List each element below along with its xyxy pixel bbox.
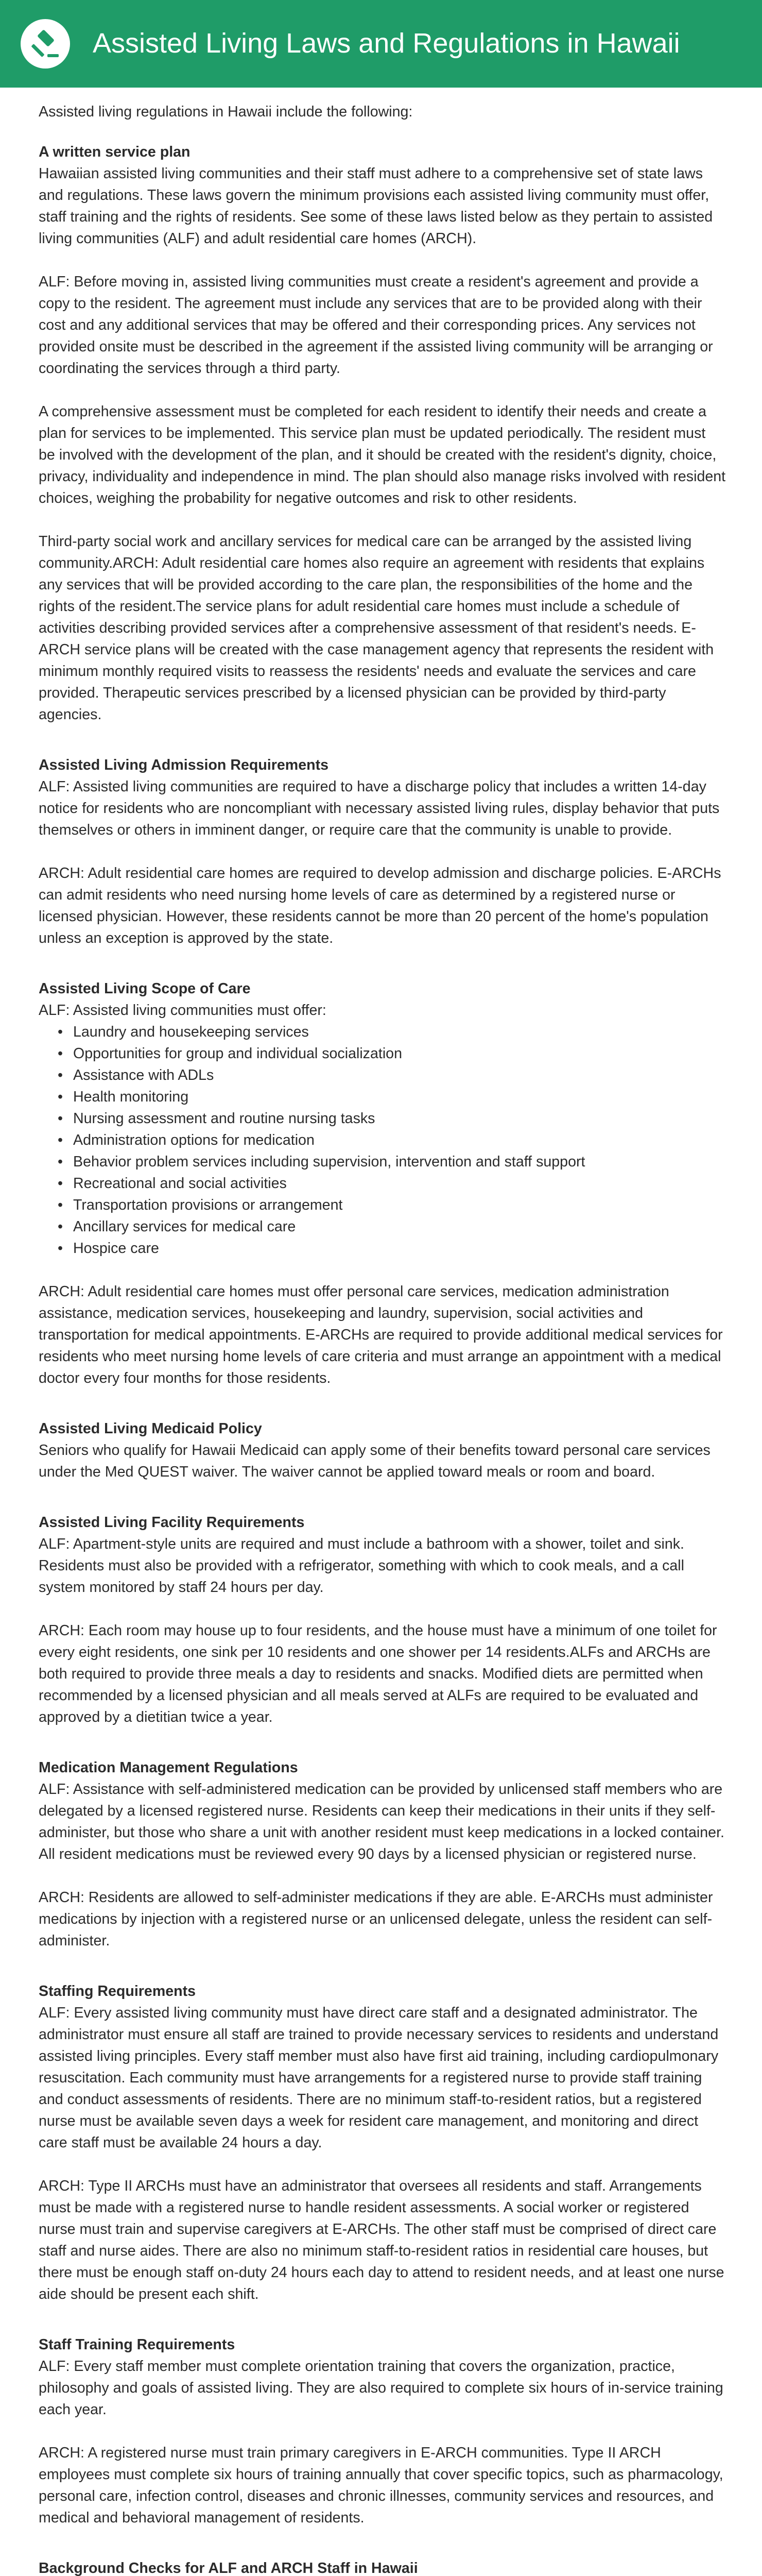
paragraph: ALF: Every staff member must complete orientation training that covers the organization, practice, philosophy and goals of assisted living. They are also required to complete six hours of in-service training each year.	[39, 2358, 723, 2418]
list-item: • Administration options for medication	[73, 1129, 726, 1151]
section-title: Staffing Requirements	[39, 1983, 196, 1999]
list-item: • Opportunities for group and individual socialization	[73, 1043, 726, 1064]
paragraph: ARCH: A registered nurse must train primary caregivers in E-ARCH communities. Type II ARCH employees must complete six hours of training annually that cover specific topics, such as pharmacology, personal care, infection control, diseases and chronic illnesses, community services and resources, and medical and behavioral management of residents.	[39, 2445, 723, 2526]
article-body	[0, 88, 762, 2576]
gavel-icon	[21, 19, 70, 69]
section-title: Assisted Living Facility Requirements	[39, 1514, 305, 1531]
paragraph: ALF: Apartment-style units are required and must include a bathroom with a shower, toilet and sink. Residents must also be provided with a refrigerator, something with which to cook meals, and a call system monitored by staff 24 hours per day.	[39, 1536, 685, 1596]
list-item: • Assistance with ADLs	[73, 1064, 726, 1086]
paragraph: ALF: Assisted living communities are required to have a discharge policy that includes a written 14-day notice for residents who are noncompliant with necessary assisted living rules, display behavior that puts themselves or others in imminent danger, or require care that the community is unable to provide.	[39, 778, 720, 838]
section-title: Assisted Living Admission Requirements	[39, 757, 328, 773]
paragraph: ALF: Assistance with self-administered medication can be provided by unlicensed staff members who are delegated by a licensed registered nurse. Residents can keep their medications in their units if they self-administer, but those who share a unit with another resident must keep medications in a locked container. All resident medications must be reviewed every 90 days by a licensed physician or registered nurse.	[39, 1781, 724, 1862]
services-list	[39, 1021, 726, 1259]
list-item: • Behavior problem services including supervision, intervention and staff support	[73, 1151, 726, 1173]
page-title: Assisted Living Laws and Regulations in Hawaii	[93, 28, 680, 59]
section-title: Assisted Living Scope of Care	[39, 980, 251, 997]
list-item: • Health monitoring	[73, 1086, 726, 1108]
paragraph: A comprehensive assessment must be completed for each resident to identify their needs and create a plan for services to be implemented. This service plan must be updated periodically. The resident must be involved with the development of the plan, and it should be created with the resident's dignity, choice, privacy, individuality and independence in mind. The plan should also manage risks involved with resident choices, weighing the probability for negative outcomes and risk to other residents.	[39, 403, 726, 506]
paragraph: ARCH: Residents are allowed to self-administer medications if they are able. E-ARCHs must administer medications by injection with a registered nurse or an unlicensed delegate, unless the resident can self-administer.	[39, 1889, 713, 1949]
paragraph: ARCH: Type II ARCHs must have an administrator that oversees all residents and staff. Arrangements must be made with a registered nurse to handle resident assessments. A social worker or registered nurse must train and supervise caregivers at E-ARCHs. The other staff must be comprised of direct care staff and nurse aides. There are also no minimum staff-to-resident ratios in residential care houses, but there must be enough staff on-duty 24 hours each day to attend to resident needs, and at least one nurse aide should be present each shift.	[39, 2178, 724, 2302]
paragraph: ARCH: Adult residential care homes are required to develop admission and discharge policies. E-ARCHs can admit residents who need nursing home levels of care as determined by a registered nurse or licensed physician. However, these residents cannot be more than 20 percent of the home's population unless an exception is approved by the state.	[39, 865, 721, 946]
list-item: • Recreational and social activities	[73, 1173, 726, 1194]
section-scope-of-care	[39, 978, 726, 1389]
section-title: Assisted Living Medicaid Policy	[39, 1420, 262, 1437]
paragraph: ALF: Every assisted living community must have direct care staff and a designated administrator. The administrator must ensure all staff are trained to provide necessary services to residents and understand assisted living principles. Every staff member must also have first aid training, including cardiopulmonary resuscitation. Each community must have arrangements for a registered nurse to provide staff training and conduct assessments of residents. There are no minimum staff-to-resident ratios, but a registered nurse must be available seven days a week for resident care management, and monitoring and direct care staff must be available 24 hours a day.	[39, 2005, 719, 2151]
paragraph: Seniors who qualify for Hawaii Medicaid can apply some of their benefits toward personal care services under the Med QUEST waiver. The waiver cannot be applied toward meals or room and board.	[39, 1442, 711, 1480]
paragraph: ARCH: Adult residential care homes must offer personal care services, medication administration assistance, medication services, housekeeping and laundry, supervision, social activities and transportation for medical appointments. E-ARCHs are required to provide additional medical services for residents who meet nursing home levels of care criteria and must arrange an appointment with a medical doctor every four months for those residents.	[39, 1283, 723, 1386]
paragraph: Third-party social work and ancillary services for medical care can be arranged by the assisted living community.ARCH: Adult residential care homes also require an agreement with residents that explains any services that will be provided according to the care plan, the responsibilities of the home and the rights of the resident.The service plans for adult residential care homes must include a schedule of activities describing provided services after a comprehensive assessment of that resident's needs. E-ARCH service plans will be created with the case management agency that represents the resident with minimum monthly required visits to reassess the residents' needs and evaluate the services and care provided. Therapeutic services prescribed by a licensed physician can be provided by third-party agencies.	[39, 533, 714, 723]
section-title: Staff Training Requirements	[39, 2336, 235, 2353]
list-item: • Ancillary services for medical care	[73, 1216, 726, 1238]
section-service-plan	[39, 141, 726, 725]
section-staffing	[39, 1980, 726, 2305]
section-training	[39, 2334, 726, 2529]
spacer	[39, 1259, 726, 1281]
paragraph: Hawaiian assisted living communities and their staff must adhere to a comprehensive set of state laws and regulations. These laws govern the minimum provisions each assisted living community must offer, staff training and the rights of residents. See some of these laws listed below as they pertain to assisted living communities (ALF) and adult residential care homes (ARCH).	[39, 165, 713, 247]
list-lead: ALF: Assisted living communities must offer:	[39, 1002, 326, 1019]
section-title: Background Checks for ALF and ARCH Staff in Hawaii	[39, 2560, 418, 2576]
list-item: • Nursing assessment and routine nursing tasks	[73, 1108, 726, 1129]
section-facility	[39, 1512, 726, 1728]
list-item: • Laundry and housekeeping services	[73, 1021, 726, 1043]
list-item: • Transportation provisions or arrangement	[73, 1194, 726, 1216]
section-title: Medication Management Regulations	[39, 1759, 298, 1776]
section-title: A written service plan	[39, 144, 190, 160]
intro-text: Assisted living regulations in Hawaii include the following:	[39, 104, 413, 120]
section-admission	[39, 754, 726, 949]
section-medicaid	[39, 1418, 726, 1483]
page-header	[0, 0, 762, 88]
list-item: • Hospice care	[73, 1238, 726, 1259]
section-background-checks	[39, 2557, 726, 2576]
section-medication	[39, 1757, 726, 1952]
paragraph: ALF: Before moving in, assisted living communities must create a resident's agreement and provide a copy to the resident. The agreement must include any services that are to be provided along with their cost and any additional services that may be offered and their corresponding prices. Any services not provided onsite must be described in the agreement if the assisted living community will be arranging or coordinating the services through a third party.	[39, 274, 713, 377]
paragraph: ARCH: Each room may house up to four residents, and the house must have a minimum of one toilet for every eight residents, one sink per 10 residents and one shower per 14 residents.ALFs and ARCHs are both required to provide three meals a day to residents and snacks. Modified diets are permitted when recommended by a licensed physician and all meals served at ALFs are required to be evaluated and approved by a dietitian twice a year.	[39, 1622, 717, 1725]
